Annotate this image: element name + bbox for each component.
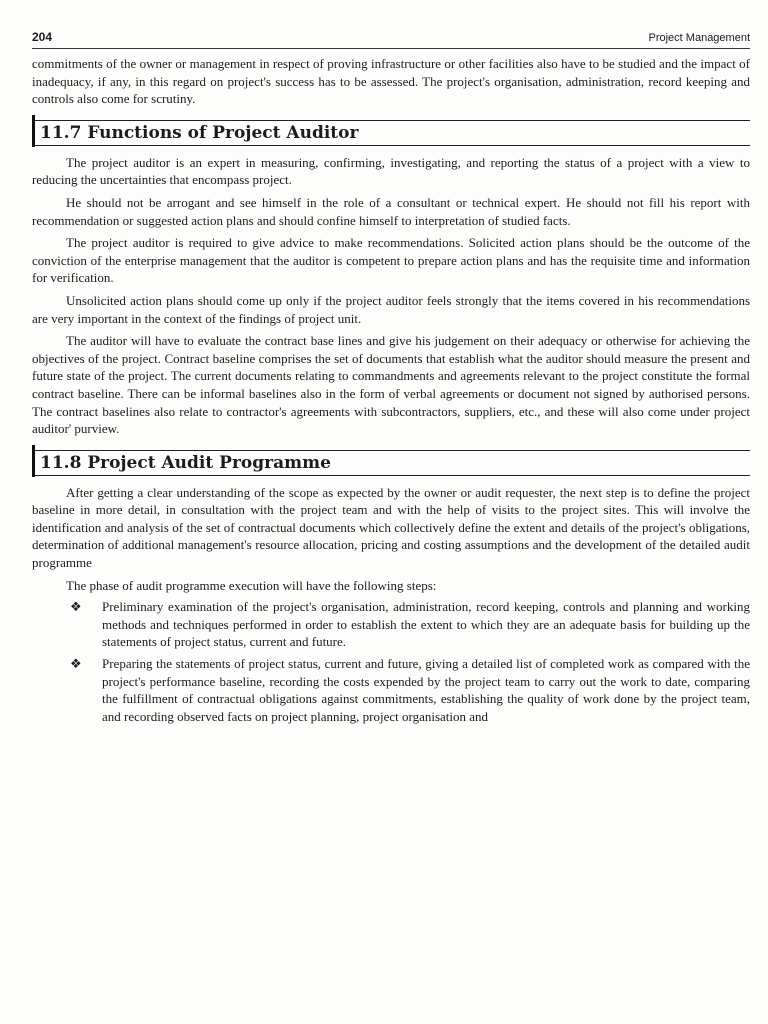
step-text: Preparing the statements of project status, current and future, giving a detailed list of completed work as compared with the project's performance baseline, recording the costs expended by the project team to carry out the work to date, comparing the fulfillment of contractual obligations against commitments, establishing the quality of work done by the project team, and recording observed facts on project planning, project organisation and [102, 656, 750, 724]
heading-bar [32, 115, 35, 147]
list-item [32, 655, 750, 725]
diamond-bullet-icon: ❖ [70, 656, 82, 672]
page [32, 30, 750, 729]
section-title: 11.8 Project Audit Programme [40, 452, 331, 473]
paragraph: The project auditor is an expert in measuring, confirming, investigating, and reporting the status of a project with a view to reducing the uncertainties that encompass project. [32, 154, 750, 188]
intro-paragraph: commitments of the owner or management in respect of proving infrastructure or other facilities also have to be studied and the impact of inadequacy, if any, in this regard on project's success has to be assessed. The project's organisation, administration, record keeping and controls also come for scrutiny. [32, 56, 750, 107]
page-header [32, 30, 750, 49]
paragraph: Unsolicited action plans should come up only if the project auditor feels strongly that the items covered in his recommendations are very important in the context of the findings of project unit. [32, 292, 750, 326]
heading-bar [32, 445, 35, 477]
list-item [32, 598, 750, 651]
steps-list [32, 598, 750, 725]
paragraph: The project auditor is required to give advice to make recommendations. Solicited action plans should be the outcome of the conviction of the enterprise management that the auditor is competent to prepare action plans and has the requisite time and information for verification. [32, 235, 750, 286]
paragraph: The phase of audit programme execution will have the following steps: [66, 577, 437, 593]
section-title: 11.7 Functions of Project Auditor [40, 122, 359, 143]
running-title: Project Management [648, 32, 750, 44]
section-heading-11-7 [32, 120, 750, 146]
section-heading-11-8 [32, 450, 750, 476]
paragraph: After getting a clear understanding of the scope as expected by the owner or audit requester, the next step is to define the project baseline in more detail, in consultation with the project team and with the help of visits to the project sites. This will involve the identification and analysis of the set of contractual documents which collectively define the extent and details of the project's obligations, determination of additional management's resource allocation, pricing and costing assumptions and the development of the detailed audit programme [32, 484, 750, 571]
step-text: Preliminary examination of the project's organisation, administration, record keeping, controls and planning and working methods and techniques performed in order to establish the extent to which they are an adequate basis for building up the statements of project status, current and future. [102, 599, 750, 650]
diamond-bullet-icon: ❖ [70, 599, 82, 615]
page-number: 204 [32, 30, 53, 44]
paragraph: He should not be arrogant and see himself in the role of a consultant or technical expert. He should not fill his report with recommendation or suggested action plans and should confine himself to interpretation of studied facts. [32, 194, 750, 228]
paragraph: The auditor will have to evaluate the contract base lines and give his judgement on their adequacy or otherwise for achieving the objectives of the project. Contract baseline comprises the set of documents that establish what the auditor should measure the present and future state of the project. The current documents relating to commandments and agreements relevant to the project constitute the formal contract baseline. There can be informal baselines also in the form of verbal agreements or document not signed by authorised persons. The contract baselines also relate to contractor's agreements with subcontractors, suppliers, etc., and these will also come under project auditor' purview. [32, 333, 750, 437]
